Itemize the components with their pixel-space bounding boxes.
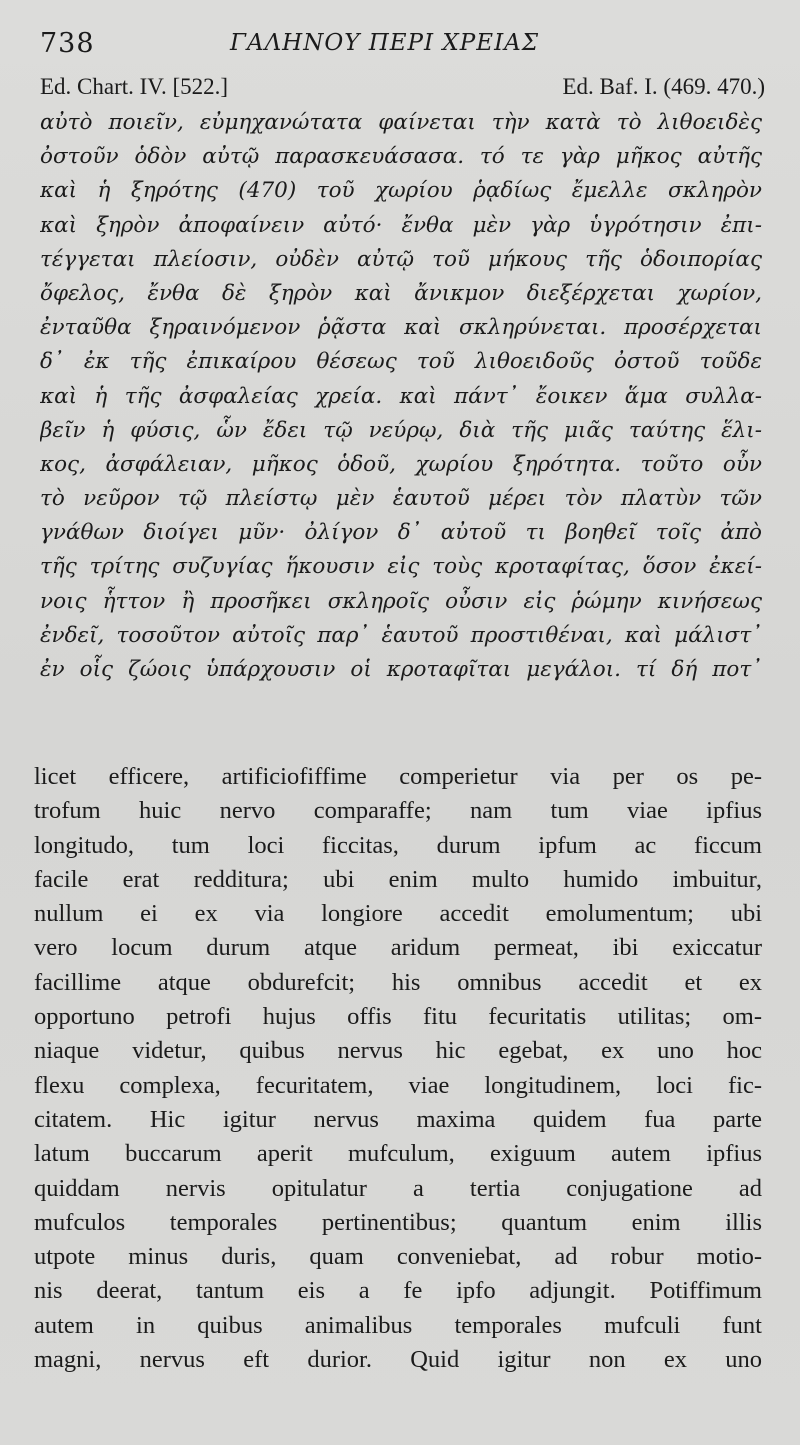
page-number: 738 — [40, 28, 95, 59]
greek-text-line: τέγγεται πλείοσιν, οὐδὲν αὐτῷ τοῦ μήκους τῆς ὁδοιπορίας — [40, 246, 762, 272]
greek-text-line: καὶ ξηρὸν ἀποφαίνειν αὐτό· ἔνθα μὲν γὰρ ὑγρότησιν ἐπι- — [40, 212, 762, 238]
greek-text-line: τῆς τρίτης συζυγίας ἥκουσιν εἰς τοὺς κροταφίτας, ὅσον ἐκεί- — [40, 554, 762, 580]
greek-text-line: ἐν οἷς ζώοις ὑπάρχουσιν οἱ κροταφῖται μεγάλοι. τί δή ποτ᾽ — [40, 657, 762, 682]
latin-text-line: utpote minus duris, quam conveniebat, ad robur motio- — [34, 1243, 762, 1271]
greek-text-line: βεῖν ἡ φύσις, ὧν ἔδει τῷ νεύρῳ, διὰ τῆς μιᾶς ταύτης ἕλι- — [40, 417, 762, 443]
latin-text-line: niaque videtur, quibus nervus hic egebat, ex uno hoc — [34, 1037, 762, 1065]
latin-text-line: mufculos temporales pertinentibus; quantum enim illis — [34, 1208, 762, 1236]
greek-text-line: ἐνδεῖ, τοσοῦτον αὐτοῖς παρ᾽ ἑαυτοῦ προστιθέναι, καὶ μάλιστ᾽ — [40, 622, 762, 648]
greek-text-block — [40, 106, 762, 687]
latin-text-line: facillime atque obdurefcit; his omnibus accedit et ex — [34, 968, 762, 996]
latin-text-line: opportuno petrofi hujus offis fitu fecuritatis utilitas; om- — [34, 1003, 762, 1031]
latin-text-line: facile erat redditura; ubi enim multo humido imbuitur, — [34, 865, 762, 893]
latin-text-line: longitudo, tum loci ficcitas, durum ipfum ac ficcum — [34, 831, 762, 859]
latin-text-line: citatem. Hic igitur nervus maxima quidem fua parte — [34, 1105, 762, 1133]
latin-text-block — [34, 760, 762, 1377]
greek-text-line: καὶ ἡ τῆς ἀσφαλείας χρεία. καὶ πάντ᾽ ἔοικεν ἅμα συλλα- — [40, 383, 762, 409]
latin-text-line: quiddam nervis opitulatur a tertia conjugatione ad — [34, 1174, 762, 1202]
greek-text-line: αὐτὸ ποιεῖν, εὐμηχανώτατα φαίνεται τὴν κατὰ τὸ λιθοειδὲς — [40, 110, 762, 135]
running-title: ΓΑΛΗΝΟΥ ΠΕΡΙ ΧΡΕΙΑΣ — [230, 30, 540, 56]
greek-text-line: δ᾽ ἐκ τῆς ἐπικαίρου θέσεως τοῦ λιθοειδοῦς ὀστοῦ τοῦδε — [40, 349, 762, 375]
greek-text-line: τὸ νεῦρον τῷ πλείστῳ μὲν ἑαυτοῦ μέρει τὸν πλατὺν τῶν — [40, 486, 762, 512]
edition-reference-line — [40, 74, 765, 104]
greek-text-line: ὄφελος, ἔνθα δὲ ξηρὸν καὶ ἄνικμον διεξέρχεται χωρίον, — [40, 280, 762, 306]
running-head — [40, 22, 780, 62]
edition-basel-reference: Ed. Baf. I. (469. 470.) — [562, 74, 765, 99]
latin-text-line: vero locum durum atque aridum permeat, ibi exiccatur — [34, 934, 762, 962]
latin-text-line: latum buccarum aperit mufculum, exiguum autem ipfius — [34, 1140, 762, 1168]
latin-text-line: trofum huic nervo comparaffe; nam tum viae ipfius — [34, 797, 762, 825]
latin-text-line: magni, nervus eft durior. Quid igitur non ex uno — [34, 1346, 762, 1374]
greek-text-line: κος, ἀσφάλειαν, μῆκος ὁδοῦ, χωρίου ξηρότητα. τοῦτο οὖν — [40, 451, 762, 477]
greek-text-line: γνάθων διοίγει μῦν· ὀλίγον δ᾽ αὐτοῦ τι βοηθεῖ τοῖς ἀπὸ — [40, 520, 762, 546]
latin-text-line: licet efficere, artificiofiffime comperietur via per os pe- — [34, 763, 762, 790]
latin-text-line: autem in quibus animalibus temporales mufculi funt — [34, 1311, 762, 1339]
greek-text-line: καὶ ἡ ξηρότης (470) τοῦ χωρίου ῥᾳδίως ἔμελλε σκληρὸν — [40, 178, 762, 204]
edition-chartier-reference: Ed. Chart. IV. [522.] — [40, 74, 229, 99]
greek-text-line: νοις ἧττον ἢ προσῆκει σκληροῖς οὖσιν εἰς ῥώμην κινήσεως — [40, 588, 762, 614]
latin-text-line: nullum ei ex via longiore accedit emolumentum; ubi — [34, 900, 762, 928]
latin-text-line: flexu complexa, fecuritatem, viae longitudinem, loci fic- — [34, 1071, 762, 1099]
greek-text-line: ἐνταῦθα ξηραινόμενον ῥᾷστα καὶ σκληρύνεται. προσέρχεται — [40, 315, 762, 341]
latin-text-line: nis deerat, tantum eis a fe ipfo adjungit. Potiffimum — [34, 1277, 762, 1305]
greek-text-line: ὀστοῦν ὁδὸν αὐτῷ παρασκευάσασα. τό τε γὰρ μῆκος αὐτῆς — [40, 144, 762, 170]
